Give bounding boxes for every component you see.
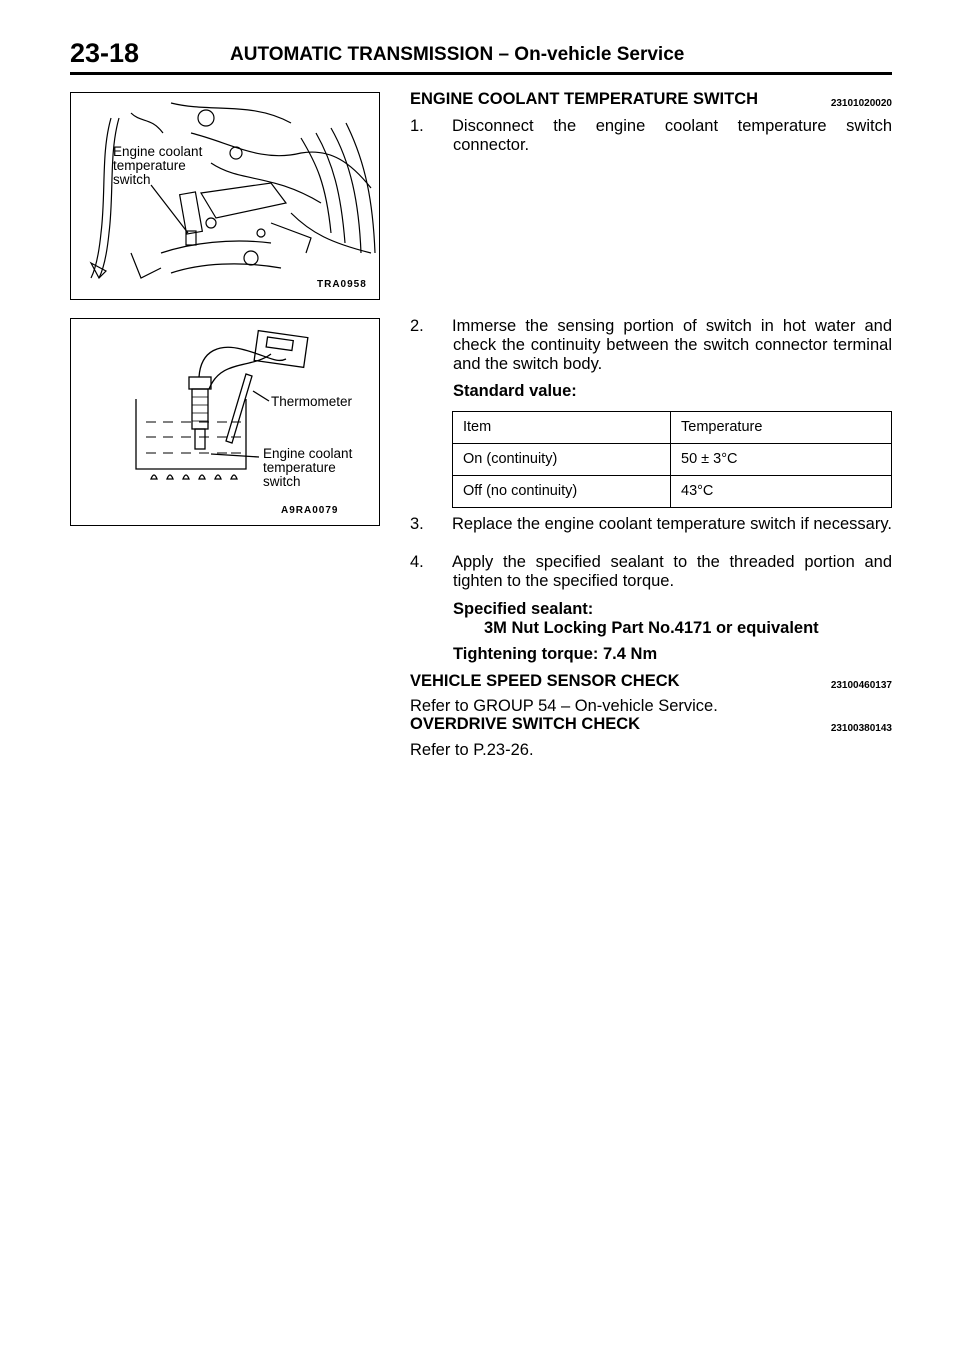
vss-check-text: Refer to GROUP 54 – On-vehicle Service. [410, 697, 718, 715]
table-row: On (continuity) 50 ± 3°C [453, 444, 892, 476]
engine-bay-illustration [71, 93, 379, 299]
page-header [70, 38, 892, 74]
step-3: 3. Replace the engine coolant temperature switch if necessary. [410, 515, 892, 533]
sealant-value: 3M Nut Locking Part No.4171 or equivalent [484, 619, 819, 637]
callout-thermometer: Thermometer [271, 394, 353, 409]
section-code: 23101020020 [830, 98, 892, 109]
section-heading-od-check: OVERDRIVE SWITCH CHECK 23100380143 [410, 715, 892, 734]
callout-engine-coolant-switch: Engine coolant temperature switch [113, 144, 203, 187]
spec-table [452, 411, 892, 508]
od-check-text: Refer to P.23-26. [410, 741, 534, 759]
figure-code: A9RA0079 [281, 505, 339, 516]
figure-switch-test [70, 318, 380, 526]
page-number: 23-18 [70, 38, 140, 68]
section-heading-vss-check: VEHICLE SPEED SENSOR CHECK 23100460137 [410, 672, 892, 691]
step-1: 1. Disconnect the engine coolant temperature switch connector. [410, 117, 892, 154]
table-header-temperature: Temperature [671, 412, 892, 444]
section-heading-ect-switch: ENGINE COOLANT TEMPERATURE SWITCH 23101020020 [410, 90, 892, 109]
hot-water-test-illustration [71, 319, 379, 525]
standard-value-label: Standard value: [453, 382, 577, 400]
step-2: 2. Immerse the sensing portion of switch in hot water and check the continuity between the switch connector terminal and the switch body. [410, 317, 892, 373]
section-code: 23100380143 [830, 723, 892, 734]
tightening-torque: Tightening torque: 7.4 Nm [453, 645, 658, 663]
callout-engine-coolant-switch: Engine coolant temperature switch [263, 446, 353, 489]
header-rule [70, 72, 892, 75]
table-header-row [453, 412, 892, 444]
table-header-item: Item [453, 412, 671, 444]
section-code: 23100460137 [830, 680, 892, 691]
figure-switch-location [70, 92, 380, 300]
step-4: 4. Apply the specified sealant to the threaded portion and tighten to the specified torque. [410, 553, 892, 590]
sealant-label: Specified sealant: [453, 600, 594, 618]
page-title: AUTOMATIC TRANSMISSION – On-vehicle Service [230, 44, 685, 65]
table-row: Off (no continuity) 43°C [453, 476, 892, 508]
figure-code: TRA0958 [317, 279, 367, 290]
